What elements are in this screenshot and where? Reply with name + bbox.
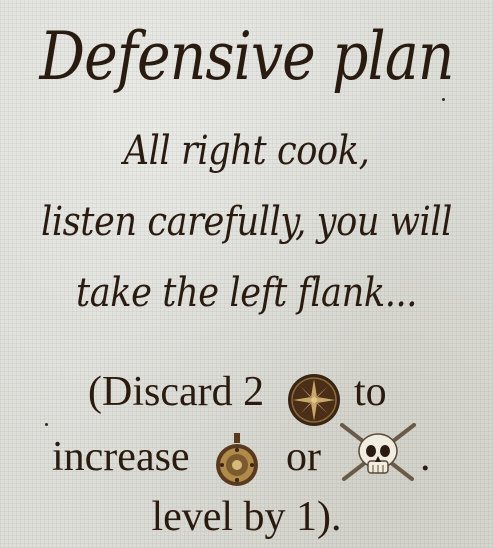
rules-period-text: .	[420, 434, 431, 480]
flavor-line-2: listen carefully, you will	[41, 199, 452, 245]
rules-discard-text: (Discard 2	[88, 369, 265, 415]
flavor-line-3: take the left flank...	[76, 270, 417, 316]
compass-rose-icon	[286, 372, 342, 428]
amulet-icon	[214, 433, 260, 489]
card-title: Defensive plan	[39, 18, 454, 95]
paper-speck	[442, 98, 445, 101]
paper-speck	[45, 423, 48, 426]
rules-increase-text: increase	[52, 434, 190, 480]
rules-to-text: to	[354, 369, 387, 415]
skull-crossed-swords-icon	[336, 419, 420, 485]
flavor-line-1: All right cook,	[123, 128, 370, 174]
rules-or-text: or	[286, 434, 321, 480]
rules-line-3: level by 1).	[151, 494, 342, 540]
